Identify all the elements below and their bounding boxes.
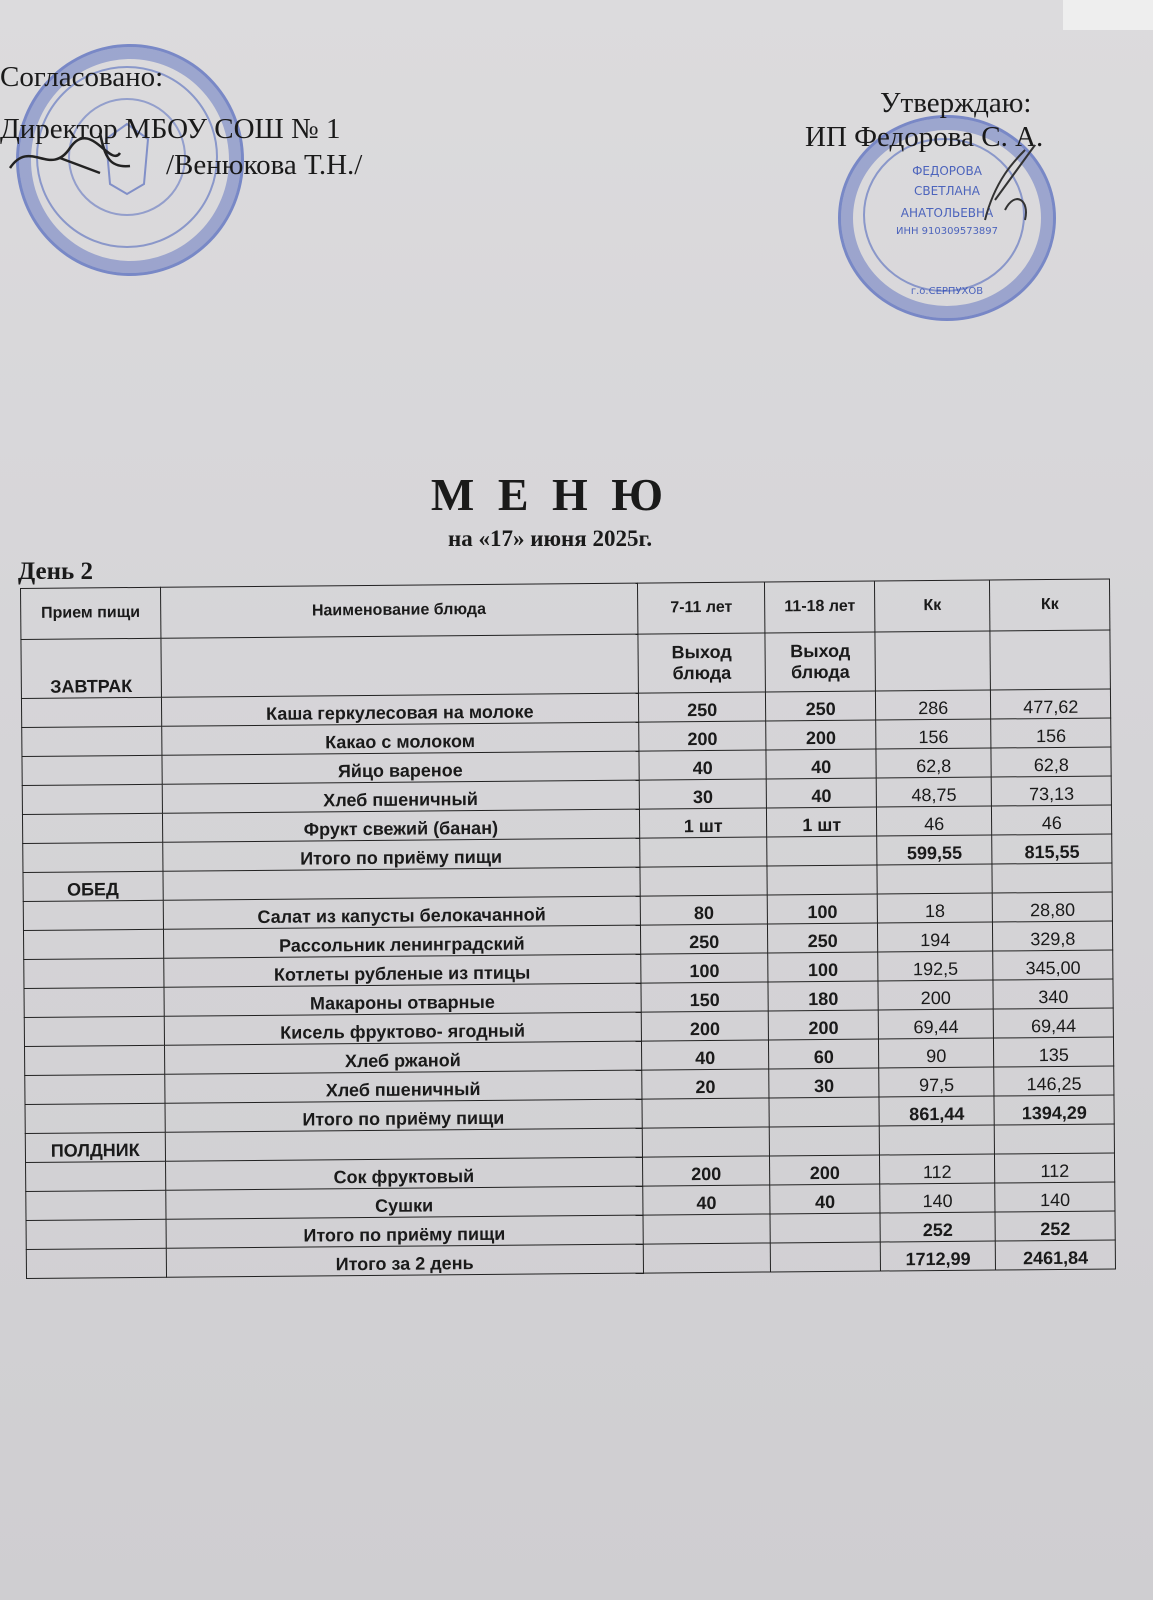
header-dish: Наименование блюда	[160, 583, 638, 638]
agreed-label: Согласовано:	[0, 61, 164, 93]
kcal-2: 112	[995, 1153, 1115, 1183]
portion-11-18: 250	[768, 923, 878, 953]
dish-name: Сушки	[165, 1186, 642, 1219]
empty-cell	[26, 1161, 166, 1191]
portion-11-18: 250	[766, 691, 876, 721]
meal-lunch: ОБЕД	[23, 871, 163, 901]
empty-cell	[24, 1016, 164, 1046]
empty-cell	[990, 630, 1110, 690]
kcal-1: 156	[876, 719, 992, 749]
empty-cell	[877, 864, 993, 894]
kcal-1: 112	[879, 1154, 995, 1184]
kcal-1: 200	[878, 980, 994, 1010]
empty-cell	[21, 697, 161, 727]
portion-11-18: 180	[768, 981, 878, 1011]
kcal-2: 340	[993, 979, 1113, 1009]
portion-11-18: 40	[766, 749, 876, 779]
dish-name: Макароны отварные	[164, 983, 641, 1016]
total-label: Итого по приёму пищи	[162, 838, 639, 871]
empty-cell	[642, 1098, 770, 1128]
empty-cell	[643, 1243, 771, 1273]
empty-cell	[23, 842, 163, 872]
portion-7-11: 1 шт	[639, 808, 767, 838]
kcal-2: 329,8	[993, 921, 1113, 951]
empty-cell	[24, 958, 164, 988]
kcal-1: 62,8	[876, 748, 992, 778]
seal-bottom: г.о.СЕРПУХОВ	[910, 286, 984, 297]
header-meal: Прием пищи	[21, 587, 161, 639]
empty-cell	[640, 866, 768, 896]
portion-7-11: 40	[643, 1185, 771, 1215]
day-total-label: Итого за 2 день	[166, 1244, 643, 1277]
portion-7-11: 30	[639, 779, 767, 809]
table-header-row	[21, 579, 1110, 640]
dish-name: Яйцо вареное	[162, 751, 639, 784]
portion-7-11: 200	[641, 1011, 769, 1041]
day-total-kcal-2: 2461,84	[996, 1240, 1116, 1270]
portion-11-18: 200	[770, 1155, 880, 1185]
portion-11-18: 30	[769, 1068, 879, 1098]
empty-cell	[879, 1125, 995, 1155]
empty-cell	[995, 1124, 1115, 1154]
breakfast-rows	[21, 689, 1111, 872]
kcal-2: 156	[991, 718, 1111, 748]
total-kcal-1: 861,44	[879, 1096, 995, 1126]
empty-cell	[26, 1190, 166, 1220]
empty-cell	[767, 836, 877, 866]
empty-cell	[23, 900, 163, 930]
portion-11-18: 100	[768, 894, 878, 924]
day-total-kcal-1: 1712,99	[880, 1241, 996, 1271]
empty-cell	[161, 634, 639, 697]
kcal-2: 62,8	[991, 747, 1111, 777]
portion-7-11: 20	[642, 1069, 770, 1099]
total-label: Итого по приёму пищи	[166, 1215, 643, 1248]
empty-cell	[24, 987, 164, 1017]
empty-cell	[22, 755, 162, 785]
page-title: М Е Н Ю	[430, 469, 670, 520]
portion-11-18: 100	[768, 952, 878, 982]
approve-label: Утверждаю:	[880, 87, 1032, 119]
dish-name: Салат из капусты белокачанной	[163, 896, 640, 929]
dish-name: Рассольник ленинградский	[163, 925, 640, 958]
meal-snack: ПОЛДНИК	[25, 1132, 165, 1162]
kcal-1: 194	[877, 922, 993, 952]
empty-cell	[767, 865, 877, 895]
empty-cell	[163, 867, 640, 900]
yield-label-1: Выход блюда	[638, 633, 766, 693]
portion-7-11: 200	[642, 1156, 770, 1186]
kcal-1: 69,44	[878, 1009, 994, 1039]
total-kcal-1: 599,55	[877, 835, 993, 865]
kcal-2: 69,44	[994, 1008, 1114, 1038]
header-kcal-2: Кк	[990, 579, 1110, 631]
kcal-1: 140	[880, 1183, 996, 1213]
dish-name: Котлеты рубленые из птицы	[163, 954, 640, 987]
seal-line-2: СВЕТЛАНА	[914, 184, 980, 198]
dish-name: Хлеб пшеничный	[164, 1070, 641, 1103]
empty-cell	[22, 784, 162, 814]
header-kcal-1: Кк	[874, 580, 990, 632]
empty-cell	[26, 1219, 166, 1249]
total-kcal-2: 815,55	[992, 834, 1112, 864]
empty-cell	[875, 631, 991, 691]
seal-line-3: АНАТОЛЬЕВНА	[900, 206, 994, 220]
empty-cell	[642, 1127, 770, 1157]
portion-11-18: 40	[767, 778, 877, 808]
seal-line-1: ФЕДОРОВА	[912, 164, 982, 178]
portion-11-18: 200	[766, 720, 876, 750]
portion-11-18: 1 шт	[767, 807, 877, 837]
kcal-1: 48,75	[876, 777, 992, 807]
portion-7-11: 150	[641, 982, 769, 1012]
empty-cell	[992, 863, 1112, 893]
lunch-rows	[23, 892, 1114, 1133]
kcal-1: 90	[878, 1038, 994, 1068]
header-age-11-18: 11-18 лет	[765, 581, 875, 633]
empty-cell	[23, 929, 163, 959]
portion-7-11: 250	[638, 692, 766, 722]
kcal-2: 146,25	[994, 1066, 1114, 1096]
approve-name: ИП Федорова С. А.	[805, 121, 1044, 153]
kcal-1: 18	[877, 893, 993, 923]
menu-date: на «17» июня 2025г.	[447, 526, 653, 551]
day-label: День 2	[18, 558, 93, 585]
kcal-2: 46	[992, 805, 1112, 835]
total-kcal-2: 1394,29	[994, 1095, 1114, 1125]
kcal-2: 135	[994, 1037, 1114, 1067]
empty-cell	[643, 1214, 771, 1244]
kcal-1: 97,5	[879, 1067, 995, 1097]
kcal-2: 140	[995, 1182, 1115, 1212]
empty-cell	[26, 1248, 166, 1278]
dish-name: Хлеб ржаной	[164, 1041, 641, 1074]
yield-label-2: Выход блюда	[765, 632, 875, 692]
empty-cell	[22, 813, 162, 843]
empty-cell	[25, 1074, 165, 1104]
dish-name: Какао с молоком	[161, 722, 638, 755]
portion-7-11: 80	[640, 895, 768, 925]
meal-breakfast: ЗАВТРАК	[21, 638, 161, 698]
kcal-1: 46	[876, 806, 992, 836]
total-kcal-1: 252	[880, 1212, 996, 1242]
dish-name: Каша геркулесовая на молоке	[161, 693, 638, 726]
seal-line-4: ИНН 910309573897	[895, 226, 999, 237]
kcal-1: 286	[875, 690, 991, 720]
kcal-1: 192,5	[878, 951, 994, 981]
empty-cell	[165, 1128, 642, 1161]
portion-7-11: 40	[639, 750, 767, 780]
empty-cell	[769, 1097, 879, 1127]
agreed-position: Директор МБОУ СОШ № 1	[0, 113, 341, 145]
menu-table	[20, 578, 1116, 1278]
kcal-2: 28,80	[993, 892, 1113, 922]
dish-name: Сок фруктовый	[165, 1157, 642, 1190]
portion-11-18: 40	[770, 1184, 880, 1214]
paper-edge	[1063, 0, 1153, 30]
portion-7-11: 100	[641, 953, 769, 983]
header-age-7-11: 7-11 лет	[637, 582, 765, 634]
portion-11-18: 60	[769, 1039, 879, 1069]
kcal-2: 73,13	[992, 776, 1112, 806]
portion-7-11: 40	[641, 1040, 769, 1070]
dish-name: Хлеб пшеничный	[162, 780, 639, 813]
snack-rows	[26, 1153, 1116, 1249]
empty-cell	[770, 1213, 880, 1243]
agreed-name: /Венюкова Т.Н./	[166, 149, 363, 181]
dish-name: Фрукт свежий (банан)	[162, 809, 639, 842]
empty-cell	[22, 726, 162, 756]
signature-left	[0, 128, 170, 188]
empty-cell	[25, 1103, 165, 1133]
kcal-2: 477,62	[991, 689, 1111, 719]
portion-7-11: 200	[639, 721, 767, 751]
total-label: Итого по приёму пищи	[165, 1099, 642, 1132]
empty-cell	[640, 837, 768, 867]
empty-cell	[770, 1126, 880, 1156]
empty-cell	[25, 1045, 165, 1075]
kcal-2: 345,00	[993, 950, 1113, 980]
total-kcal-2: 252	[995, 1211, 1115, 1241]
portion-7-11: 250	[640, 924, 768, 954]
empty-cell	[771, 1242, 881, 1272]
portion-11-18: 200	[769, 1010, 879, 1040]
signature-right	[975, 140, 1055, 230]
dish-name: Кисель фруктово- ягодный	[164, 1012, 641, 1045]
breakfast-section-row	[21, 630, 1110, 699]
